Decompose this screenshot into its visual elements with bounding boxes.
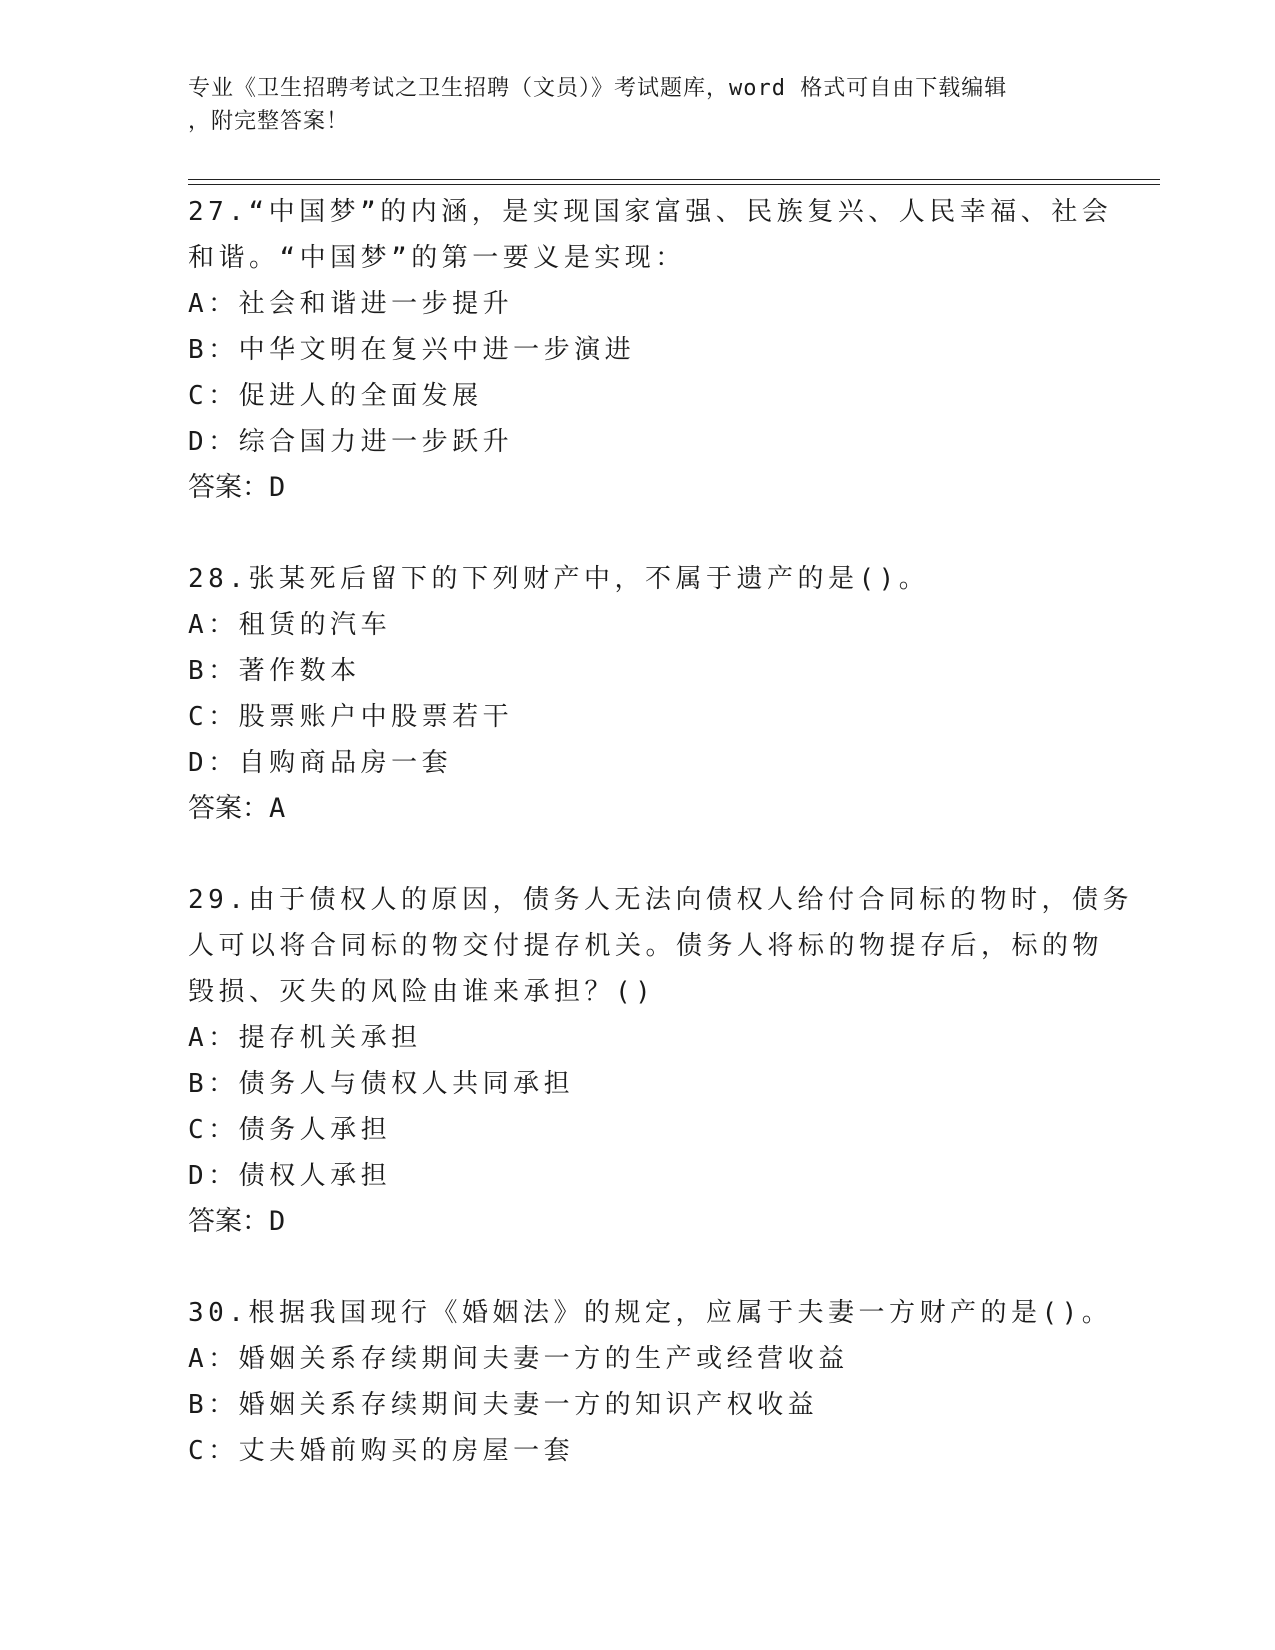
answer: 答案：D [188, 472, 286, 503]
answer: 答案：D [188, 1206, 286, 1237]
header-line-2: ，附完整答案！ [188, 109, 350, 134]
option-c: C：促进人的全面发展 [188, 381, 483, 411]
question-stem: 和谐。“中国梦”的第一要义是实现： [188, 243, 686, 273]
option-a: A：婚姻关系存续期间夫妻一方的生产或经营收益 [188, 1344, 849, 1374]
option-a: A：社会和谐进一步提升 [188, 289, 514, 319]
document-header [188, 72, 1068, 138]
question-stem: 人可以将合同标的物交付提存机关。债务人将标的物提存后，标的物 [188, 931, 1104, 961]
option-c: C：债务人承担 [188, 1115, 392, 1145]
question-stem: 30.根据我国现行《婚姻法》的规定，应属于夫妻一方财产的是()。 [188, 1298, 1113, 1328]
option-b: B：中华文明在复兴中进一步演进 [188, 335, 636, 365]
header-divider-bottom [188, 184, 1160, 185]
option-a: A：租赁的汽车 [188, 610, 392, 640]
question-list [188, 189, 1133, 1519]
option-b: B：著作数本 [188, 656, 361, 686]
option-c: C：股票账户中股票若干 [188, 702, 514, 732]
question-stem: 29.由于债权人的原因，债务人无法向债权人给付合同标的物时，债务 [188, 885, 1133, 915]
question-stem: 28.张某死后留下的下列财产中，不属于遗产的是()。 [188, 564, 930, 594]
option-a: A：提存机关承担 [188, 1023, 422, 1053]
question-stem: 毁损、灭失的风险由谁来承担？() [188, 977, 656, 1007]
question-27 [188, 189, 1113, 511]
option-d: D：债权人承担 [188, 1161, 392, 1191]
option-c: C：丈夫婚前购买的房屋一套 [188, 1436, 575, 1466]
answer: 答案：A [188, 793, 286, 824]
header-divider-top [188, 179, 1160, 180]
option-d: D：自购商品房一套 [188, 748, 453, 778]
option-d: D：综合国力进一步跃升 [188, 427, 514, 457]
question-30 [188, 1290, 1113, 1474]
option-b: B：婚姻关系存续期间夫妻一方的知识产权收益 [188, 1390, 819, 1420]
question-29 [188, 877, 1133, 1245]
question-28 [188, 556, 1088, 832]
header-line-1: 专业《卫生招聘考试之卫生招聘（文员）》考试题库，word 格式可自由下载编辑 [188, 76, 1008, 101]
question-stem: 27.“中国梦”的内涵，是实现国家富强、民族复兴、人民幸福、社会 [188, 197, 1113, 227]
option-b: B：债务人与债权人共同承担 [188, 1069, 575, 1099]
